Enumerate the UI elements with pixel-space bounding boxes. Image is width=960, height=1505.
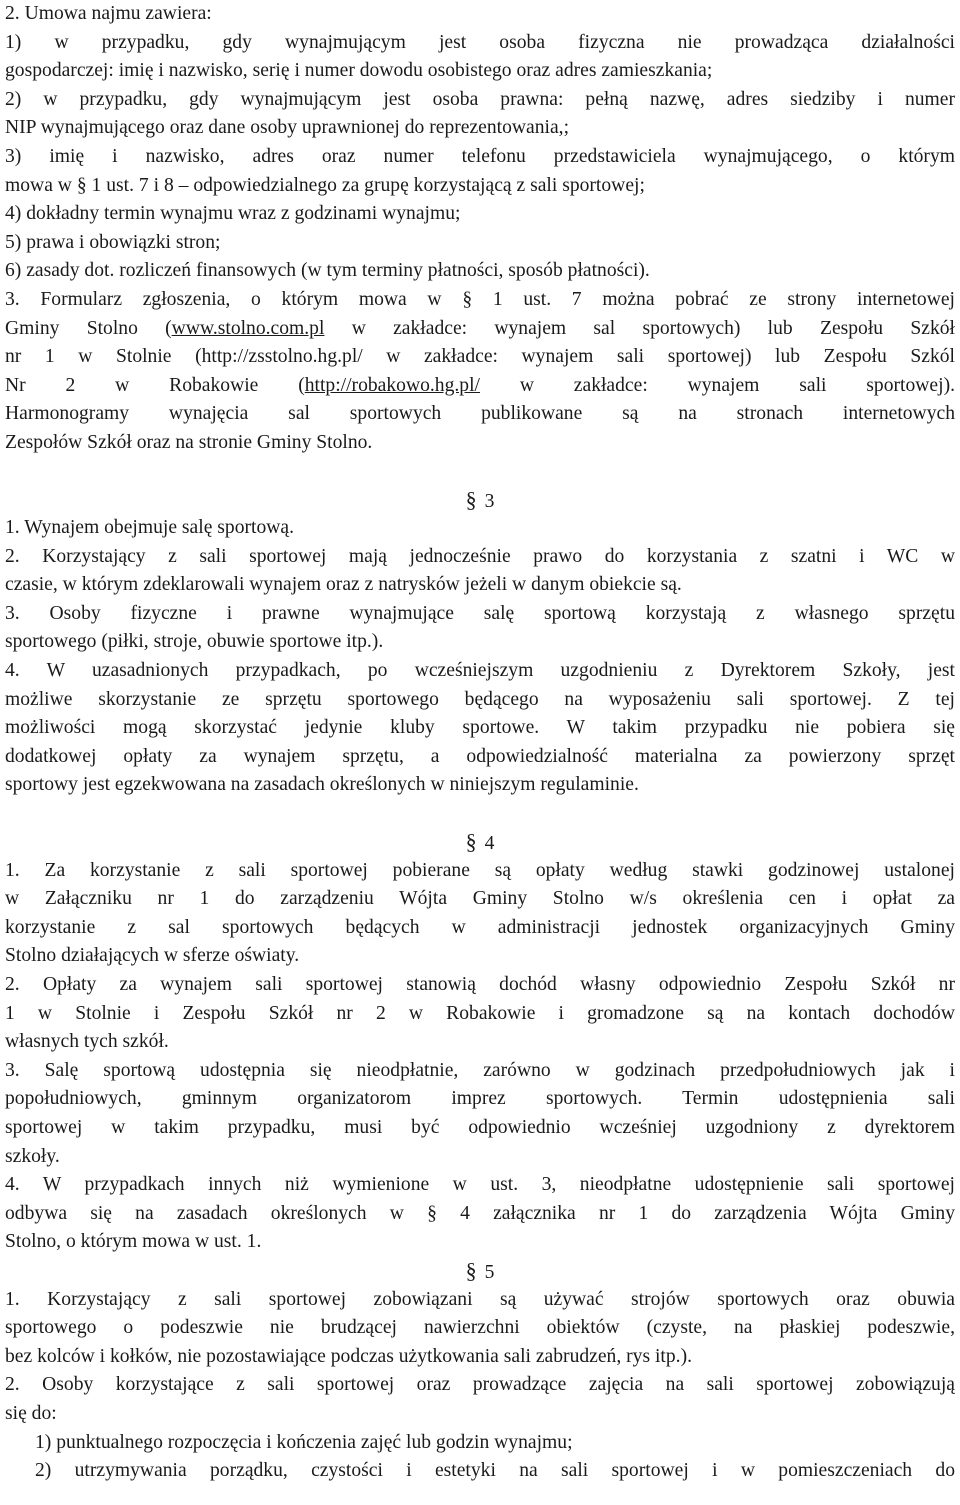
text-line: 3. Osoby fizyczne i prawne wynajmujące salę sportową korzystają z własnego sprzętu bbox=[5, 602, 955, 624]
text-line: sportowego (piłki, stroje, obuwie sportowe itp.). bbox=[5, 631, 384, 653]
text-line: własnych tych szkół. bbox=[5, 1031, 169, 1053]
text-line: czasie, w którym zdeklarowali wynajem oraz z natrysków jeżeli w danym obiekcie są. bbox=[5, 574, 682, 596]
text-line: gospodarczej: imię i nazwisko, serię i numer dowodu osobistego oraz adres zamieszkania; bbox=[5, 60, 713, 82]
text-line: 2. Osoby korzystające z sali sportowej oraz prowadzące zajęcia na sali sportowej zobowiązują bbox=[5, 1374, 955, 1396]
text-line: Zespołów Szkół oraz na stronie Gminy Stolno. bbox=[5, 431, 373, 453]
text-line: 2) utrzymywania porządku, czystości i estetyki na sali sportowej i w pomieszczeniach do bbox=[35, 1460, 955, 1482]
text-line: 3. Salę sportową udostępnia się nieodpłatnie, zarówno w godzinach przedpołudniowych jak i bbox=[5, 1059, 955, 1081]
spacer bbox=[5, 800, 955, 828]
text-line bbox=[5, 286, 955, 315]
text-line bbox=[5, 372, 955, 401]
text-line: Stolno działających w sferze oświaty. bbox=[5, 945, 300, 967]
text-fragment: 1 ust. 7 można pobrać ze strony internetowej bbox=[492, 288, 955, 310]
text-line: bez kolców i kołków, nie pozostawiające podczas użytkowania sali zabrudzeń, rys itp.). bbox=[5, 1345, 692, 1367]
text-fragment: mowa w bbox=[5, 174, 72, 196]
text-line: 1) punktualnego rozpoczęcia i kończenia zajęć lub godzin wynajmu; bbox=[35, 1431, 573, 1453]
text-line: 2. Opłaty za wynajem sali sportowej stanowią dochód własny odpowiednio Zespołu Szkół nr bbox=[5, 974, 955, 995]
text-fragment: odbywa się na zasadach określonych w bbox=[5, 1202, 404, 1224]
text-line: 6) zasady dot. rozliczeń finansowych (w tym terminy płatności, sposób płatności). bbox=[5, 260, 650, 282]
section-symbol-icon: § bbox=[465, 486, 477, 512]
text-line: 1 w Stolnie i Zespołu Szkół nr 2 w Robakowie i gromadzone są na kontach dochodów bbox=[5, 1002, 955, 1024]
text-fragment: 3. Formularz zgłoszenia, o którym mowa w bbox=[5, 288, 442, 310]
text-fragment: Gminy Stolno ( bbox=[5, 317, 172, 339]
text-line: nr 1 w Stolnie (http://zsstolno.hg.pl/ w zakładce: wynajem sali sportowej) lub Zespołu Szkól bbox=[5, 346, 955, 368]
text-line: dodatkowej opłaty za wynajem sprzętu, a odpowiedzialność materialna za powierzony sprzęt bbox=[5, 745, 955, 767]
document-page bbox=[5, 0, 955, 1486]
text-line: 1. Korzystający z sali sportowej zobowiązani są używać strojów sportowych oraz obuwia bbox=[5, 1288, 955, 1310]
paragraph-4-heading bbox=[5, 828, 955, 857]
text-line: 4) dokładny termin wynajmu wraz z godzinami wynajmu; bbox=[5, 203, 461, 225]
text-line: sportowy jest egzekwowana na zasadach określonych w niniejszym regulaminie. bbox=[5, 774, 639, 796]
text-line bbox=[5, 315, 955, 344]
text-line bbox=[5, 1200, 955, 1229]
text-line: w Załączniku nr 1 do zarządzeniu Wójta Gminy Stolno w/s określenia cen i opłat za bbox=[5, 888, 955, 910]
text-line: 4. W przypadkach innych niż wymienione w ust. 3, nieodpłatne udostępnienie sali sportowej bbox=[5, 1174, 955, 1196]
section-symbol-icon: § bbox=[465, 1257, 477, 1283]
text-line: się do: bbox=[5, 1402, 57, 1424]
text-line: 1. Wynajem obejmuje salę sportową. bbox=[5, 517, 295, 539]
robakowo-link[interactable]: http://robakowo.hg.pl/ bbox=[304, 374, 480, 396]
text-line: 1) w przypadku, gdy wynajmującym jest osoba fizyczna nie prowadząca działalności bbox=[5, 31, 955, 53]
text-line: 1. Za korzystanie z sali sportowej pobierane są opłaty według stawki godzinowej ustalonej bbox=[5, 859, 955, 881]
text-fragment: w zakładce: wynajem sali sportowej). bbox=[479, 374, 955, 396]
text-line: 3) imię i nazwisko, adres oraz numer telefonu przedstawiciela wynajmującego, o którym bbox=[5, 145, 955, 167]
text-line: korzystanie z sal sportowych będących w administracji jednostek organizacyjnych Gminy bbox=[5, 916, 955, 938]
text-line: szkoły. bbox=[5, 1145, 60, 1167]
text-line: Harmonogramy wynajęcia sal sportowych publikowane są na stronach internetowych bbox=[5, 403, 955, 425]
text-line: NIP wynajmującego oraz dane osoby uprawnionej do reprezentowania,; bbox=[5, 117, 570, 139]
text-fragment: w zakładce: wynajem sal sportowych) lub Zespołu Szkół bbox=[324, 317, 955, 339]
spacer bbox=[5, 458, 955, 486]
paragraph-5-heading bbox=[5, 1257, 955, 1286]
text-fragment: Nr 2 w Robakowie ( bbox=[5, 374, 305, 396]
text-line: sportowej w takim przypadku, musi być odpowiednio wcześniej uzgodniony z dyrektorem bbox=[5, 1116, 955, 1138]
section-symbol-icon: § bbox=[76, 174, 87, 196]
section-2-heading: 2. Umowa najmu zawiera: bbox=[5, 3, 212, 24]
text-line: 2) w przypadku, gdy wynajmującym jest osoba prawna: pełną nazwę, adres siedziby i numer bbox=[5, 88, 955, 110]
text-line bbox=[5, 172, 955, 201]
text-fragment: 4 załącznika nr 1 do zarządzenia Wójta Gminy bbox=[460, 1202, 955, 1224]
text-line: 5) prawa i obowiązki stron; bbox=[5, 231, 221, 253]
stolno-link[interactable]: www.stolno.com.pl bbox=[171, 317, 325, 339]
text-line: możliwe skorzystanie ze sprzętu sportowego będącego na wyposażeniu sali sportowej. Z tej bbox=[5, 688, 955, 710]
section-symbol-icon: § bbox=[465, 829, 477, 855]
paragraph-number: 5 bbox=[484, 1261, 495, 1283]
text-line: możliwości mogą skorzystać jedynie kluby sportowe. W takim przypadku nie pobiera się bbox=[5, 717, 955, 739]
text-line: sportowego o podeszwie nie brudzącej nawierzchni obiektów (czyste, na płaskiej podeszwie, bbox=[5, 1317, 955, 1339]
paragraph-number: 4 bbox=[484, 833, 495, 855]
text-fragment: 1 ust. 7 i 8 – odpowiedzialnego za grupę korzystającą z sali sportowej; bbox=[91, 174, 645, 196]
paragraph-number: 3 bbox=[484, 490, 495, 512]
section-symbol-icon: § bbox=[427, 1202, 437, 1224]
text-line: 4. W uzasadnionych przypadkach, po wcześniejszym uzgodnieniu z Dyrektorem Szkoły, jest bbox=[5, 660, 955, 682]
section-symbol-icon: § bbox=[462, 288, 473, 310]
text-line: 2. Korzystający z sali sportowej mają jednocześnie prawo do korzystania z szatni i WC w bbox=[5, 545, 955, 567]
text-line: popołudniowych, gminnym organizatorom imprez sportowych. Termin udostępnienia sali bbox=[5, 1088, 955, 1110]
text-line: Stolno, o którym mowa w ust. 1. bbox=[5, 1231, 262, 1253]
paragraph-3-heading bbox=[5, 486, 955, 515]
